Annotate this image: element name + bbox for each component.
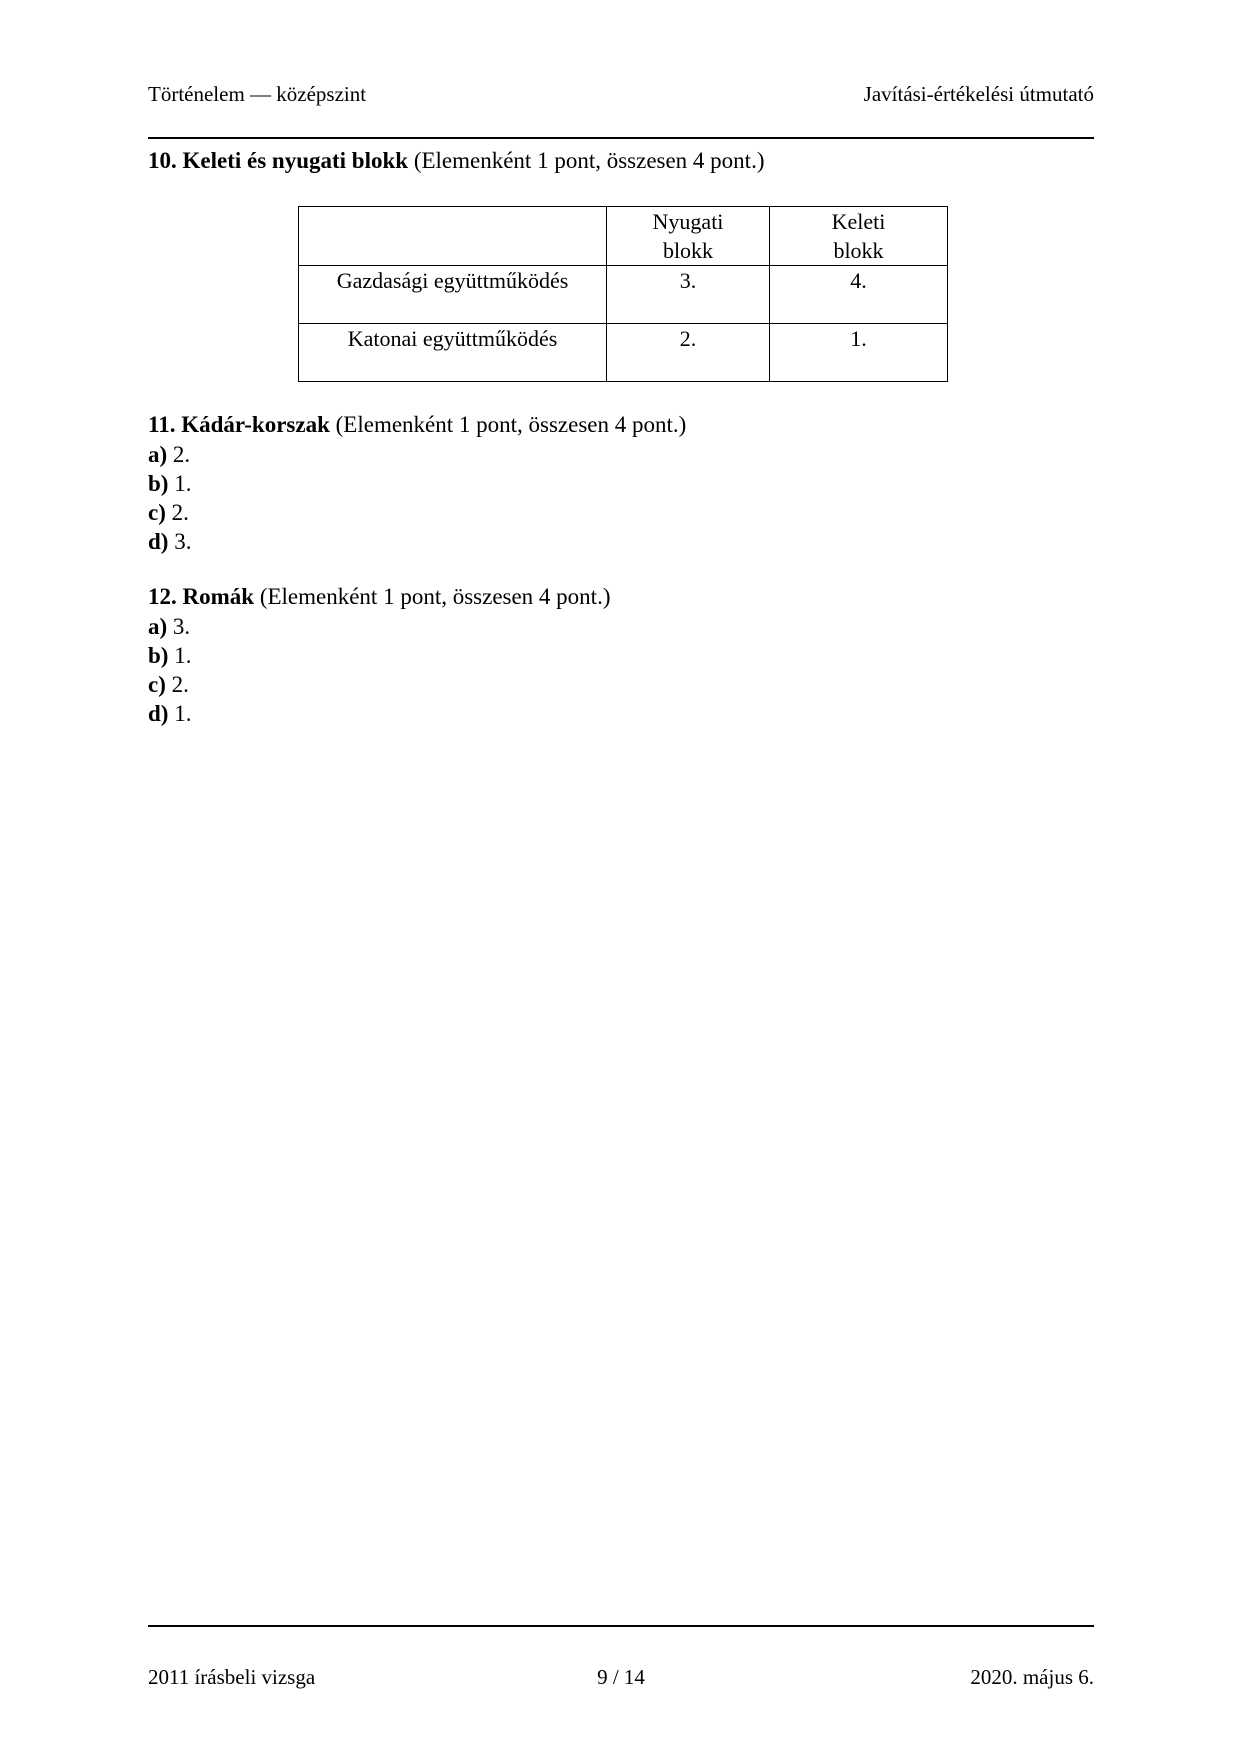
question-11-heading: 11. Kádár-korszak — [148, 412, 330, 437]
answer-letter: b) — [148, 471, 169, 496]
west-bloc-header — [607, 207, 770, 266]
east-header-line1: Keleti — [831, 209, 886, 234]
answer-value: 1. — [174, 471, 192, 496]
answer-value: 3. — [172, 614, 191, 639]
answer-value: 1. — [174, 701, 192, 726]
list-item — [148, 498, 191, 527]
answer-value: 1. — [174, 643, 192, 668]
answer-letter: a) — [148, 442, 168, 467]
list-item — [148, 527, 191, 556]
footer-exam-id: 2011 írásbeli vizsga — [148, 1665, 316, 1689]
answer-value: 2. — [171, 672, 189, 697]
east-value: 1. — [770, 324, 948, 382]
answer-letter: c) — [148, 672, 166, 697]
list-item — [148, 670, 191, 699]
west-header-line1: Nyugati — [652, 209, 724, 234]
question-10-title — [148, 148, 764, 174]
list-item — [148, 641, 191, 670]
question-11-title — [148, 412, 686, 438]
question-11-answers — [148, 440, 191, 556]
answer-letter: d) — [148, 529, 169, 554]
question-11-note: (Elemenként 1 pont, összesen 4 pont.) — [335, 412, 687, 437]
question-10-note: (Elemenként 1 pont, összesen 4 pont.) — [413, 148, 765, 173]
east-bloc-header — [770, 207, 948, 266]
table-row — [299, 266, 948, 324]
table-row — [299, 324, 948, 382]
east-header-line2: blokk — [833, 238, 884, 263]
footer-rule — [148, 1625, 1094, 1627]
list-item — [148, 440, 191, 469]
answer-value: 2. — [172, 442, 191, 467]
answer-value: 2. — [171, 500, 189, 525]
table-corner-cell — [299, 207, 607, 266]
question-10-heading: 10. Keleti és nyugati blokk — [148, 148, 409, 173]
west-value: 2. — [607, 324, 770, 382]
answer-letter: d) — [148, 701, 169, 726]
west-value: 3. — [607, 266, 770, 324]
question-12-answers — [148, 612, 191, 728]
question-12-heading: 12. Romák — [148, 584, 255, 609]
west-header-line2: blokk — [662, 238, 714, 263]
footer-date: 2020. május 6. — [970, 1665, 1094, 1689]
east-value: 4. — [770, 266, 948, 324]
row-label: Gazdasági együttműködés — [299, 266, 607, 324]
list-item — [148, 699, 191, 728]
header-rule — [148, 137, 1094, 139]
bloc-table — [298, 206, 948, 382]
row-label: Katonai együttműködés — [299, 324, 607, 382]
answer-letter: a) — [148, 614, 168, 639]
header-subject: Történelem — középszint — [148, 82, 367, 106]
page-number: 9 / 14 — [597, 1665, 645, 1689]
table-header-row — [299, 207, 948, 266]
answer-value: 3. — [174, 529, 192, 554]
question-12-title — [148, 584, 610, 610]
answer-letter: b) — [148, 643, 169, 668]
header-doc-type: Javítási-értékelési útmutató — [863, 82, 1094, 106]
list-item — [148, 612, 191, 641]
question-12-note: (Elemenként 1 pont, összesen 4 pont.) — [259, 584, 611, 609]
list-item — [148, 469, 191, 498]
answer-letter: c) — [148, 500, 166, 525]
